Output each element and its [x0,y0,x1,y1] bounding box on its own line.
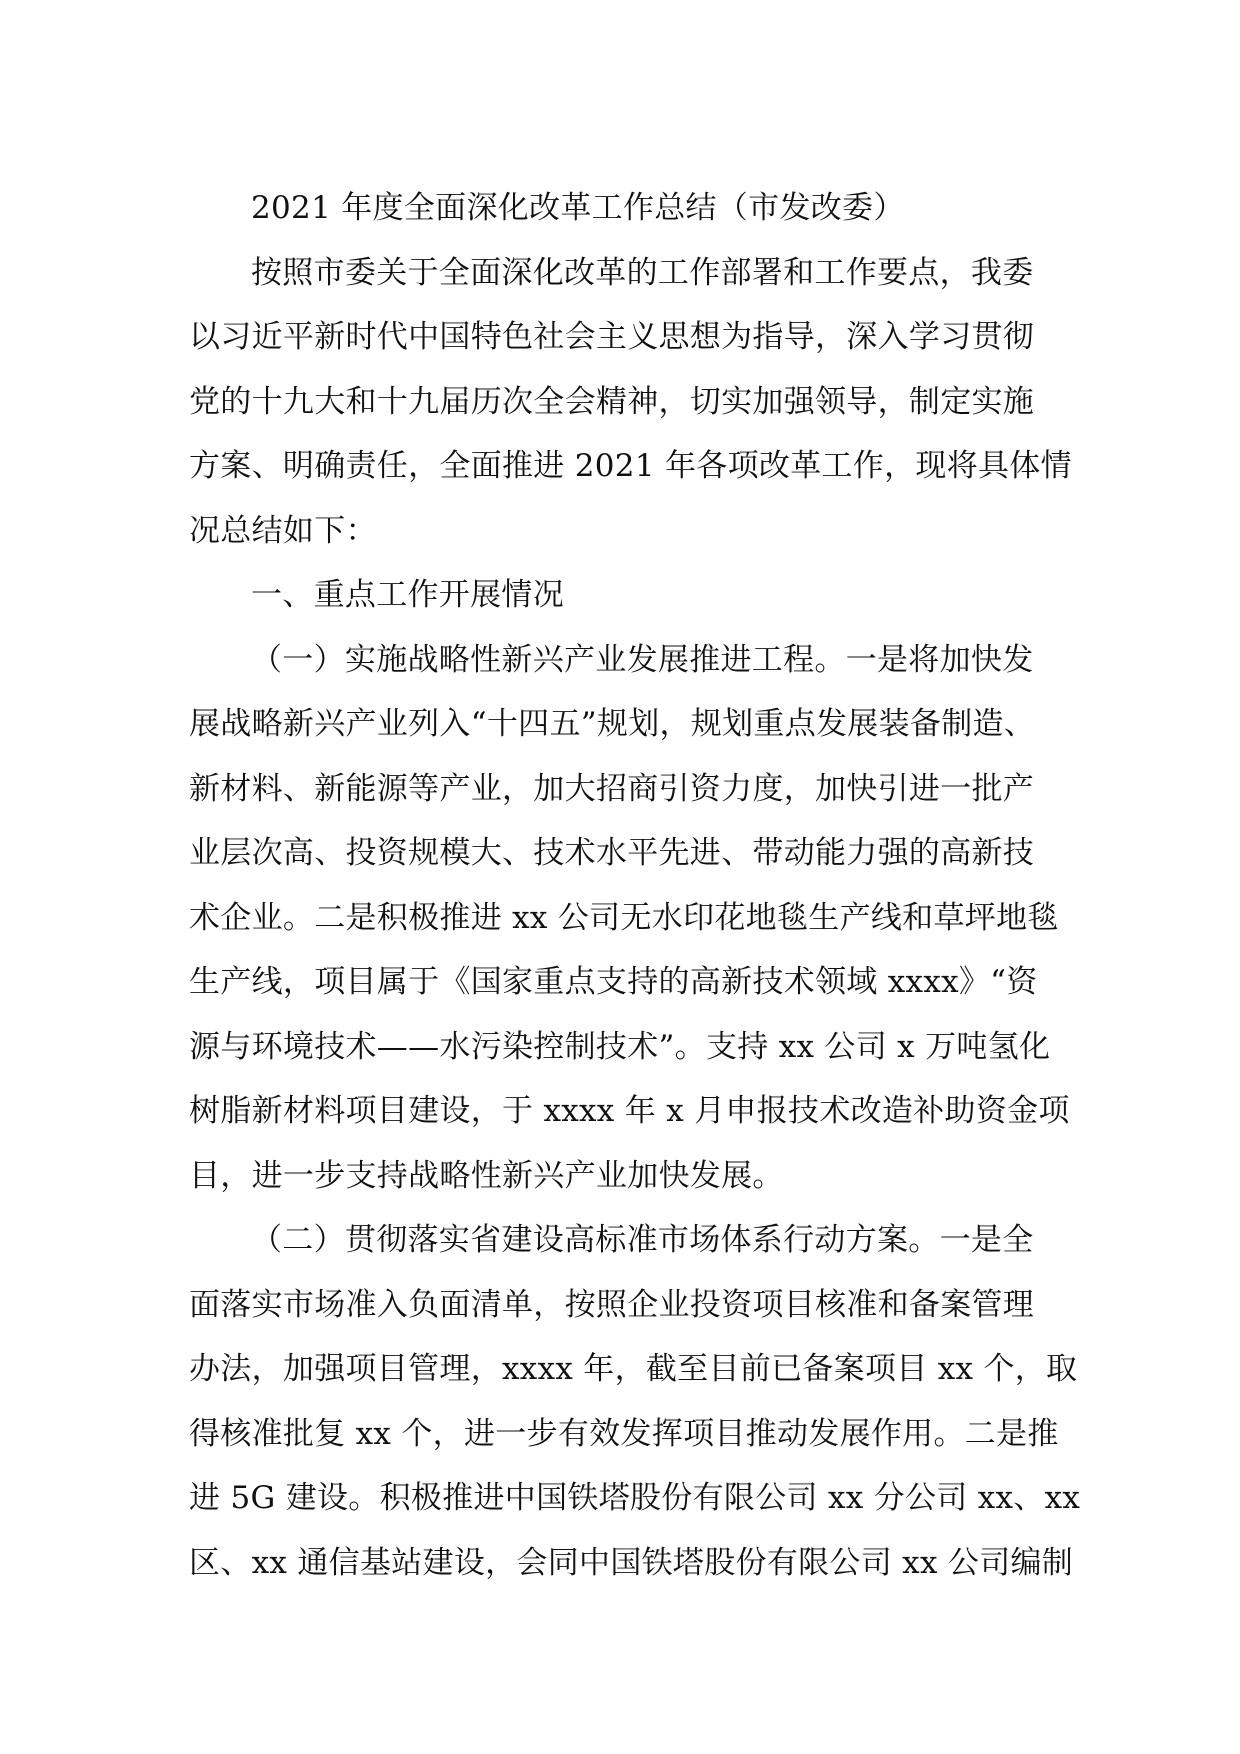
section-heading [189,563,1059,628]
paragraph-line: 新材料、新能源等产业，加大招商引资力度，加快引进一批产 [189,770,1035,807]
paragraph-line: 术企业。二是积极推进 xx 公司无水印花地毯生产线和草坪地毯 [189,899,1059,936]
paragraph-line: 按照市委关于全面深化改革的工作部署和工作要点，我委 [251,254,1034,291]
paragraph-line: （一）实施战略性新兴产业发展推进工程。一是将加快发 [251,641,1034,678]
paragraph-line: 方案、明确责任，全面推进 2021 年各项改革工作，现将具体情 [189,448,1072,484]
paragraph-line: 区、xx 通信基站建设，会同中国铁塔股份有限公司 xx 公司编制 [189,1544,1074,1581]
paragraph-line: 以习近平新时代中国特色社会主义思想为指导，深入学习贯彻 [189,319,1035,355]
paragraph-intro [189,241,1072,564]
paragraph-section-2 [189,1208,1081,1595]
paragraph-line: 业层次高、投资规模大、技术水平先进、带动能力强的高新技 [189,835,1035,871]
paragraph-line: （二）贯彻落实省建设高标准市场体系行动方案。一是全 [251,1222,1034,1258]
section-heading-line: 一、重点工作开展情况 [251,577,564,613]
paragraph-line: 得核准批复 xx 个，进一步有效发挥项目推动发展作用。二是推 [189,1415,1059,1452]
paragraph-line: 党的十九大和十九届历次全会精神，切实加强领导，制定实施 [189,383,1035,420]
paragraph-line: 生产线，项目属于《国家重点支持的高新技术领域 xxxx》“资 [189,964,1038,1000]
paragraph-line: 源与环境技术——水污染控制技术”。支持 xx 公司 x 万吨氢化 [189,1028,1051,1065]
paragraph-line: 展战略新兴产业列入“十四五”规划，规划重点发展装备制造、 [189,706,1036,742]
document-page [189,176,1081,1595]
paragraph-line: 进 5G 建设。积极推进中国铁塔股份有限公司 xx 分公司 xx、xx [189,1480,1081,1516]
paragraph-line: 目，进一步支持战略性新兴产业加快发展。 [189,1157,784,1194]
document-title: 2021 年度全面深化改革工作总结（市发改委） [251,190,905,226]
paragraph-line: 面落实市场准入负面清单，按照企业投资项目核准和备案管理 [189,1286,1035,1323]
paragraph-line: 办法，加强项目管理，xxxx 年，截至目前已备案项目 xx 个，取 [189,1351,1078,1387]
paragraph-section-1 [189,628,1070,1209]
paragraph-line: 树脂新材料项目建设，于 xxxx 年 x 月申报技术改造补助资金项 [189,1093,1070,1129]
paragraph-line: 况总结如下： [189,512,377,549]
